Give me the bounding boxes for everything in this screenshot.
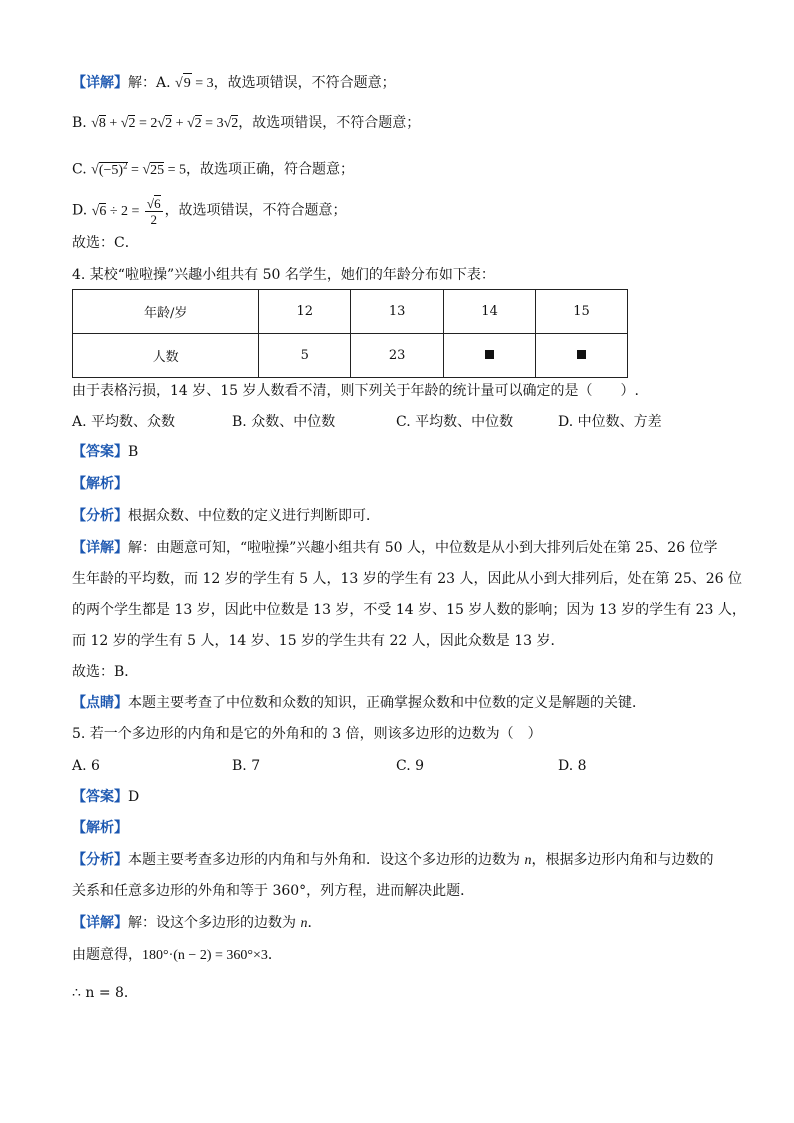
age-table: [72, 289, 628, 378]
table-cell: 12: [259, 290, 351, 334]
table-header-age: 年龄/岁: [73, 290, 259, 334]
table-cell: 13: [351, 290, 444, 334]
q5-equation: 由题意得，180°·(n − 2) = 360°×3．: [72, 947, 282, 963]
option-a: A. 6: [72, 758, 100, 774]
option-d: D. 中位数、方差: [558, 414, 662, 430]
math-d: √6 ÷ 2 = $\frac{√6}{2}$: [91, 196, 161, 227]
smudge-square-icon: [485, 350, 494, 359]
q5-fenxi-1: 【分析】本题主要考查多边形的内角和与外角和．设这个多边形的边数为 n，根据多边形内角和与边数的: [72, 852, 714, 868]
q4-dianjing: 【点睛】本题主要考查了中位数和众数的知识，正确掌握众数和中位数的定义是解题的关键．: [72, 695, 646, 711]
q3-detail-b: B. √8 + √2 = 2√2 + √2 = 3√2，故选项错误，不符合题意；: [72, 115, 421, 131]
q4-detail-2: 生年龄的平均数，而 12 岁的学生有 5 人，13 岁的学生有 23 人，因此从小到大排列后，处在第 25、26 位: [72, 571, 743, 587]
q5-analysis-tag: 【解析】: [72, 820, 128, 836]
option-d: D. 8: [558, 758, 587, 774]
smudge-square-icon: [577, 350, 586, 359]
option-b: B. 众数、中位数: [232, 414, 336, 430]
math-b: √8 + √2 = 2√2 + √2 = 3√2: [91, 116, 239, 131]
q4-fenxi: 【分析】根据众数、中位数的定义进行判断即可．: [72, 508, 380, 524]
q5-conclusion: ∴ n = 8．: [72, 985, 138, 1001]
q5-answer: 【答案】D: [72, 789, 140, 805]
q3-choose: 故选：C．: [72, 235, 139, 251]
table-cell: 15: [536, 290, 628, 334]
option-c: C. 平均数、中位数: [396, 414, 514, 430]
option-a: A. 平均数、众数: [72, 414, 176, 430]
q3-detail-a: 【详解】解：A. √9 = 3，故选项错误，不符合题意；: [72, 73, 396, 94]
q4-detail-4: 而 12 岁的学生有 5 人，14 岁、15 岁的学生共有 22 人，因此众数是 13 岁．: [72, 633, 565, 649]
option-b: B. 7: [232, 758, 261, 774]
q5-fenxi-2: 关系和任意多边形的外角和等于 360°，列方程，进而解决此题．: [72, 883, 475, 899]
math-eq: 180°·(n − 2) = 360°×3．: [142, 948, 282, 963]
table-cell: 23: [351, 334, 444, 378]
option-c: C. 9: [396, 758, 425, 774]
table-row: [73, 290, 628, 334]
math-c: $√(-5)^2 = √25 = 5$: [91, 160, 187, 178]
q5-stem: 5. 若一个多边形的内角和是它的外角和的 3 倍，则该多边形的边数为（ ）: [72, 726, 542, 742]
q4-choose: 故选：B．: [72, 664, 139, 680]
q4-detail-1: 【详解】解：由题意可知，“啦啦操”兴趣小组共有 50 人，中位数是从小到大排列后处在第 25、26 位学: [72, 540, 718, 556]
table-cell: 14: [444, 290, 536, 334]
q4-answer: 【答案】B: [72, 444, 139, 460]
q4-detail-3: 的两个学生都是 13 岁，因此中位数是 13 岁，不受 14 岁、15 岁人数的影响；因为 13 岁的学生有 23 人，: [72, 602, 746, 618]
table-cell-smudged: [444, 334, 536, 378]
q5-detail: 【详解】解：设这个多边形的边数为 n．: [72, 915, 322, 931]
q3-detail-d: D. √6 ÷ 2 = $\frac{√6}{2}$ ，故选项错误，不符合题意；: [72, 196, 347, 227]
q4-analysis-tag: 【解析】: [72, 476, 128, 492]
math-a: √9 = 3: [175, 76, 214, 91]
table-header-count: 人数: [73, 334, 259, 378]
q3-detail-c: C. $√(-5)^2 = √25 = 5$，故选项正确，符合题意；: [72, 160, 355, 178]
q4-question: 由于表格污损，14 岁、15 岁人数看不清，则下列关于年龄的统计量可以确定的是（ ）.: [72, 383, 639, 399]
table-row: [73, 334, 628, 378]
table-cell: 5: [259, 334, 351, 378]
q4-stem: 4. 某校“啦啦操”兴趣小组共有 50 名学生，她们的年龄分布如下表：: [72, 267, 495, 283]
detail-tag: 【详解】: [72, 75, 128, 91]
table-cell-smudged: [536, 334, 628, 378]
